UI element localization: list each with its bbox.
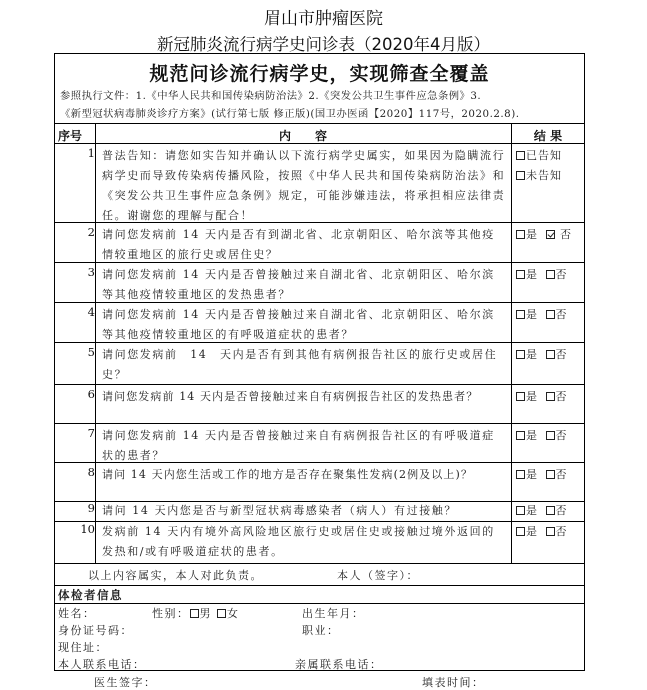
- option-label: 未告知: [526, 169, 562, 182]
- option-label: 否: [555, 429, 568, 442]
- phone-field[interactable]: [58, 656, 146, 672]
- option-yes[interactable]: [516, 390, 538, 403]
- row-number-text: 1: [87, 146, 95, 160]
- option-label: 否: [555, 390, 568, 403]
- reference-line-1: 参照执行文件：1.《中华人民共和国传染病防治法》2.《突发公共卫生事件应急条例》3.: [60, 90, 482, 102]
- id-number-label: 身份证号码：: [58, 624, 133, 637]
- option-not-informed[interactable]: [516, 166, 584, 186]
- phone-label: 本人联系电话：: [58, 658, 146, 671]
- checkbox[interactable]: [516, 270, 525, 279]
- row-number-text: 4: [87, 305, 95, 319]
- option-label: 是: [526, 390, 538, 403]
- checkbox[interactable]: [516, 431, 525, 440]
- signature-label: 本人（签字）：: [337, 569, 419, 582]
- question-text: 请问您发病前 14 天内是否有到湖北省、北京朝阳区、哈尔滨等其他疫情较重地区的旅行史或居住史？: [102, 228, 495, 261]
- question-text: 发病前 14 天内有境外高风险地区旅行史或居住史或接触过境外返回的发热和/或有呼吸道症状的患者。: [102, 525, 495, 558]
- option-no[interactable]: [546, 468, 568, 481]
- checkbox[interactable]: [516, 350, 525, 359]
- row-number-text: 10: [80, 522, 95, 536]
- result-options: [516, 465, 584, 485]
- checkbox[interactable]: [516, 151, 525, 160]
- result-options: [516, 265, 584, 285]
- question-text: 请问 14 天内您是否与新型冠状病毒感染者（病人）有过接触？: [102, 504, 457, 517]
- question-text: 请问您发病前 14 天内是否曾接触过来自湖北省、北京朝阳区、哈尔滨等其他疫情较重地区的发热患者？: [102, 268, 495, 301]
- result-options: [516, 305, 584, 325]
- row-number: [54, 465, 95, 479]
- option-no[interactable]: [546, 348, 568, 361]
- option-label: 是: [526, 228, 538, 241]
- result-options: [516, 345, 584, 365]
- occupation-field[interactable]: [302, 622, 340, 638]
- option-label: 是: [526, 429, 538, 442]
- option-yes[interactable]: [516, 308, 538, 321]
- question-text: 请问 14 天内您生活或工作的地方是否存在聚集性发病(2例及以上)？: [102, 468, 473, 481]
- checkbox[interactable]: [516, 470, 525, 479]
- option-no[interactable]: [546, 268, 568, 281]
- row-number-text: 5: [87, 345, 95, 359]
- checkbox[interactable]: [190, 609, 199, 618]
- column-header-result: 结 果: [533, 129, 563, 143]
- option-label: 否: [555, 308, 568, 321]
- row-number-text: 7: [87, 426, 95, 440]
- rule: [54, 603, 585, 604]
- option-no[interactable]: [546, 390, 568, 403]
- gender-option-female[interactable]: [217, 607, 240, 620]
- question-text: 请问您发病前 14 天内是否曾接触过来自有病例报告社区的有呼吸道症状的患者？: [102, 429, 495, 462]
- occupation-label: 职业：: [302, 624, 340, 637]
- result-options: [516, 146, 584, 186]
- option-yes[interactable]: [516, 504, 538, 517]
- row-number-text: 9: [87, 501, 95, 515]
- row-number-text: 2: [87, 225, 95, 239]
- question-text: 请问您发病前 14 天内是否有到其他有病例报告社区的旅行史或居住史？: [102, 348, 498, 381]
- rule: [54, 423, 585, 424]
- option-label: 是: [526, 308, 538, 321]
- option-no[interactable]: [546, 228, 573, 241]
- checkbox[interactable]: [546, 270, 555, 279]
- rule: [54, 585, 585, 586]
- option-yes[interactable]: [516, 468, 538, 481]
- option-informed[interactable]: [516, 146, 584, 166]
- fill-time-label: 填表时间：: [422, 676, 485, 689]
- signature-field[interactable]: [337, 567, 419, 583]
- option-yes[interactable]: [516, 348, 538, 361]
- option-label: 否: [555, 468, 568, 481]
- column-header-content: 内 容: [278, 129, 327, 143]
- gender-field: [152, 605, 240, 621]
- checkbox[interactable]: [516, 171, 525, 180]
- column-header-number: 序号: [58, 129, 83, 143]
- checkbox[interactable]: [546, 431, 555, 440]
- option-label: 是: [526, 525, 538, 538]
- row-number: [54, 426, 95, 440]
- option-label: 否: [555, 525, 568, 538]
- checkbox[interactable]: [546, 310, 555, 319]
- result-options: [516, 225, 584, 245]
- relative-phone-field[interactable]: [295, 656, 383, 672]
- checkbox-checked[interactable]: [546, 230, 555, 239]
- option-label: 是: [526, 504, 538, 517]
- row-number: [54, 522, 95, 536]
- row-number: [54, 265, 95, 279]
- option-label: 男: [199, 607, 212, 620]
- doctor-signature-label: 医生签字：: [94, 676, 157, 689]
- row-number: [54, 387, 95, 401]
- column-divider: [511, 123, 512, 563]
- slogan: 规范问诊流行病学史，实现筛查全覆盖: [149, 63, 490, 85]
- declaration-statement: 以上内容属实，本人对此负责。: [88, 569, 263, 582]
- form-title: 新冠肺炎流行病学史问诊表（2020年4月版）: [157, 35, 490, 54]
- row-number: [54, 146, 95, 160]
- option-label: 是: [526, 348, 538, 361]
- checkbox[interactable]: [516, 230, 525, 239]
- examinee-section-title: 体检者信息: [58, 588, 123, 602]
- checkbox[interactable]: [516, 392, 525, 401]
- option-label: 已告知: [526, 149, 562, 162]
- option-label: 是: [526, 268, 538, 281]
- birth-field[interactable]: [302, 605, 365, 621]
- question-text: 请问您发病前 14 天内是否曾接触过来自湖北省、北京朝阳区、哈尔滨等其他疫情较重地区的有呼吸道症状的患者？: [102, 308, 495, 341]
- row-number-text: 3: [87, 265, 95, 279]
- checkbox[interactable]: [546, 350, 555, 359]
- row-number-text: 6: [87, 387, 95, 401]
- fill-time-field[interactable]: [422, 674, 485, 690]
- name-field[interactable]: [58, 605, 96, 621]
- birth-label: 出生年月：: [302, 607, 365, 620]
- relative-phone-label: 亲属联系电话：: [295, 658, 383, 671]
- row-number-text: 8: [87, 465, 95, 479]
- checkbox[interactable]: [217, 609, 226, 618]
- option-no[interactable]: [546, 504, 568, 517]
- doctor-signature-field[interactable]: [94, 674, 157, 690]
- question-text: 普法告知：请您如实告知并确认以下流行病学史属实，如果因为隐瞒流行病学史而导致传染病传播风险，按照《中华人民共和国传染病防治法》和《突发公共卫生事件应急条例》规定，可能涉嫌违法，将承担相应法律责任。谢谢您的理解与配合！: [102, 149, 506, 222]
- rule: [54, 563, 585, 564]
- option-no[interactable]: [546, 525, 568, 538]
- option-yes[interactable]: [516, 268, 538, 281]
- result-options: [516, 501, 584, 521]
- checkbox[interactable]: [546, 470, 555, 479]
- rule: [54, 123, 585, 124]
- option-label: 否: [555, 348, 568, 361]
- option-no[interactable]: [546, 308, 568, 321]
- checkbox[interactable]: [516, 310, 525, 319]
- result-options: [516, 387, 584, 407]
- row-number: [54, 305, 95, 319]
- address-field[interactable]: [58, 639, 108, 655]
- option-label: 是: [526, 468, 538, 481]
- result-options: [516, 426, 584, 446]
- row-number: [54, 501, 95, 515]
- option-label: 否: [560, 228, 572, 241]
- question-text: 请问您发病前 14 天内是否曾接触过来自有病例报告社区的发热患者？: [102, 390, 479, 403]
- gender-label: 性别：: [152, 607, 190, 620]
- option-label: 女: [227, 607, 240, 620]
- option-no[interactable]: [546, 429, 568, 442]
- result-options: [516, 522, 584, 542]
- option-yes[interactable]: [516, 525, 538, 538]
- option-label: 否: [555, 504, 568, 517]
- option-label: 否: [555, 268, 568, 281]
- row-number: [54, 345, 95, 359]
- option-yes[interactable]: [516, 429, 538, 442]
- name-label: 姓名：: [58, 607, 96, 620]
- checkbox[interactable]: [546, 392, 555, 401]
- checkbox[interactable]: [516, 506, 525, 515]
- reference-line-2: 《新型冠状病毒肺炎诊疗方案》(试行第七版 修正版)(国卫办医函【2020】117号，2020.2.8).: [60, 108, 520, 120]
- gender-option-male[interactable]: [190, 607, 213, 620]
- address-label: 现住址：: [58, 641, 108, 654]
- hospital-name: 眉山市肿瘤医院: [264, 9, 383, 29]
- checkbox[interactable]: [516, 527, 525, 536]
- option-yes[interactable]: [516, 228, 538, 241]
- checkbox[interactable]: [546, 506, 555, 515]
- row-number: [54, 225, 95, 239]
- id-number-field[interactable]: [58, 622, 133, 638]
- checkbox[interactable]: [546, 527, 555, 536]
- column-divider: [95, 123, 96, 563]
